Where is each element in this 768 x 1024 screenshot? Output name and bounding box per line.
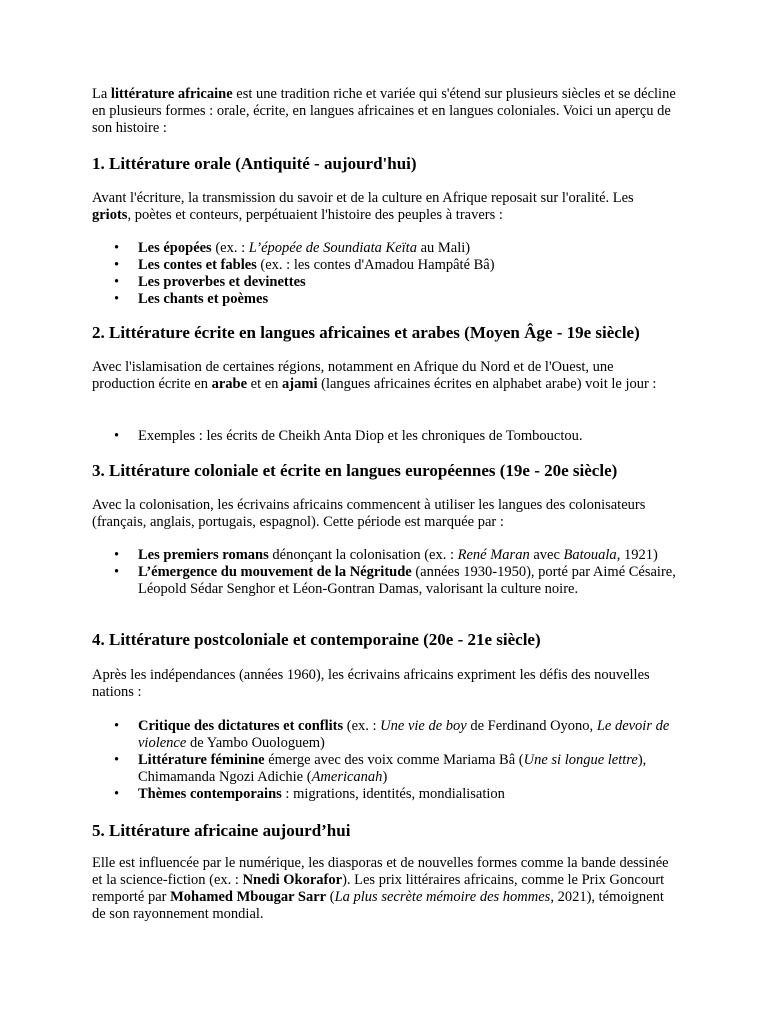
bullet: • (114, 428, 120, 444)
list-item (92, 547, 676, 564)
italic-text: René Maran (457, 547, 530, 563)
text: de Ferdinand Oyono, (466, 718, 597, 734)
list-item (92, 257, 676, 274)
bold-text: griots (92, 207, 128, 223)
italic-text: Le devoir de violence (138, 718, 670, 751)
bullet: • (114, 547, 120, 563)
italic-text: Une si longue lettre (523, 752, 638, 768)
section-4-list (92, 718, 676, 803)
text: (années 1930-1950), porté par Aimé Césaire, Léopold Sédar Senghor et Léon-Gontran Damas, valorisant la culture noire. (138, 564, 676, 597)
bold-text: Les chants et poèmes (138, 291, 269, 307)
bold-text: Les premiers romans (138, 547, 269, 563)
italic-text: L’épopée de Soundiata Keïta (248, 240, 417, 256)
text: (ex. : (211, 240, 249, 256)
intro-paragraph (92, 86, 676, 137)
bold-text: Thèmes contemporains (138, 786, 282, 802)
bold-text: Les épopées (138, 240, 212, 256)
text: , 1921) (616, 547, 658, 563)
bold-text: ajami (282, 376, 318, 392)
text: ), Chimamanda Ngozi Adichie ( (138, 752, 647, 785)
text: Avant l'écriture, la transmission du savoir et de la culture en Afrique reposait sur l'oralité. Les (92, 190, 634, 206)
section-2-paragraph (92, 359, 676, 393)
bold-text: L’émergence du mouvement de la Négritude (138, 564, 412, 580)
bullet: • (114, 786, 120, 802)
bullet: • (114, 240, 120, 256)
text: La (92, 86, 111, 102)
text: dénonçant la colonisation (ex. : (268, 547, 458, 563)
bullet: • (114, 257, 120, 273)
bold-text: arabe (211, 376, 248, 392)
text: , 2021), témoignent de son rayonnement mondial. (92, 889, 664, 922)
italic-text: La plus secrète mémoire des hommes (334, 889, 551, 905)
bullet: • (114, 564, 120, 580)
text: (ex. : les contes d'Amadou Hampâté Bâ) (256, 257, 495, 273)
bold-text: Nnedi Okorafor (242, 872, 343, 888)
list-item (92, 718, 676, 752)
section-4-paragraph: Après les indépendances (années 1960), les écrivains africains expriment les défis des nouvelles nations : (92, 667, 650, 700)
list-item (92, 291, 676, 308)
text: au Mali) (416, 240, 471, 256)
text: Elle est influencée par le numérique, les diasporas et de nouvelles formes comme la bande dessinée et la science-fiction (ex. : (92, 855, 669, 888)
bullet: • (114, 718, 120, 734)
section-3-list (92, 547, 676, 598)
section-4-heading: 4. Littérature postcoloniale et contemporaine (20e - 21e siècle) (92, 630, 541, 649)
section-1-paragraph (92, 190, 676, 224)
bullet: • (114, 274, 120, 290)
list-item (92, 274, 676, 291)
text: (ex. : (343, 718, 381, 734)
bullet: • (114, 752, 120, 768)
text: , poètes et conteurs, perpétuaient l'histoire des peuples à travers : (127, 207, 503, 223)
section-2-list (92, 428, 676, 445)
bold-text: Littérature féminine (138, 752, 265, 768)
section-5-heading: 5. Littérature africaine aujourd’hui (92, 821, 351, 840)
bold-text: Mohamed Mbougar Sarr (170, 889, 327, 905)
section-1-list (92, 240, 676, 308)
section-2-heading: 2. Littérature écrite en langues africaines et arabes (Moyen Âge - 19e siècle) (92, 323, 640, 342)
bold-text: Les contes et fables (138, 257, 257, 273)
text: ). Les prix littéraires africains, comme le Prix Goncourt remporté par (92, 872, 665, 905)
bold-text: Critique des dictatures et conflits (138, 718, 344, 734)
italic-text: Batouala (563, 547, 617, 563)
text: et en (247, 376, 283, 392)
text: est une tradition riche et variée qui s'étend sur plusieurs siècles et se décline en plusieurs formes : orale, écrite, en langues africaines et en langues coloniales. Voici un aperçu de son histoire : (92, 86, 676, 136)
bullet: • (114, 291, 120, 307)
text: Exemples : les écrits de Cheikh Anta Diop et les chroniques de Tombouctou. (138, 428, 583, 444)
italic-text: Une vie de boy (380, 718, 467, 734)
bold-text: Les proverbes et devinettes (138, 274, 306, 290)
text: ( (326, 889, 335, 905)
text: émerge avec des voix comme Mariama Bâ ( (264, 752, 524, 768)
list-item (92, 240, 676, 257)
text: (langues africaines écrites en alphabet arabe) voit le jour : (317, 376, 657, 392)
italic-text: Americanah (311, 769, 383, 785)
text: avec (529, 547, 564, 563)
text: ) (382, 769, 388, 785)
list-item (92, 428, 676, 445)
text: : migrations, identités, mondialisation (281, 786, 505, 802)
section-5-paragraph (92, 855, 676, 923)
section-3-heading: 3. Littérature coloniale et écrite en langues européennes (19e - 20e siècle) (92, 461, 618, 480)
list-item (92, 752, 676, 786)
section-1-heading: 1. Littérature orale (Antiquité - aujourd'hui) (92, 154, 417, 173)
text: de Yambo Ouologuem) (186, 735, 325, 751)
bold-text: littérature africaine (110, 86, 233, 102)
list-item (92, 564, 676, 598)
text: Avec l'islamisation de certaines régions, notamment en Afrique du Nord et de l'Ouest, une production écrite en (92, 359, 614, 392)
list-item (92, 786, 676, 803)
section-3-paragraph: Avec la colonisation, les écrivains africains commencent à utiliser les langues des colonisateurs (français, anglais, portugais, espagnol). Cette période est marquée par : (92, 497, 646, 530)
